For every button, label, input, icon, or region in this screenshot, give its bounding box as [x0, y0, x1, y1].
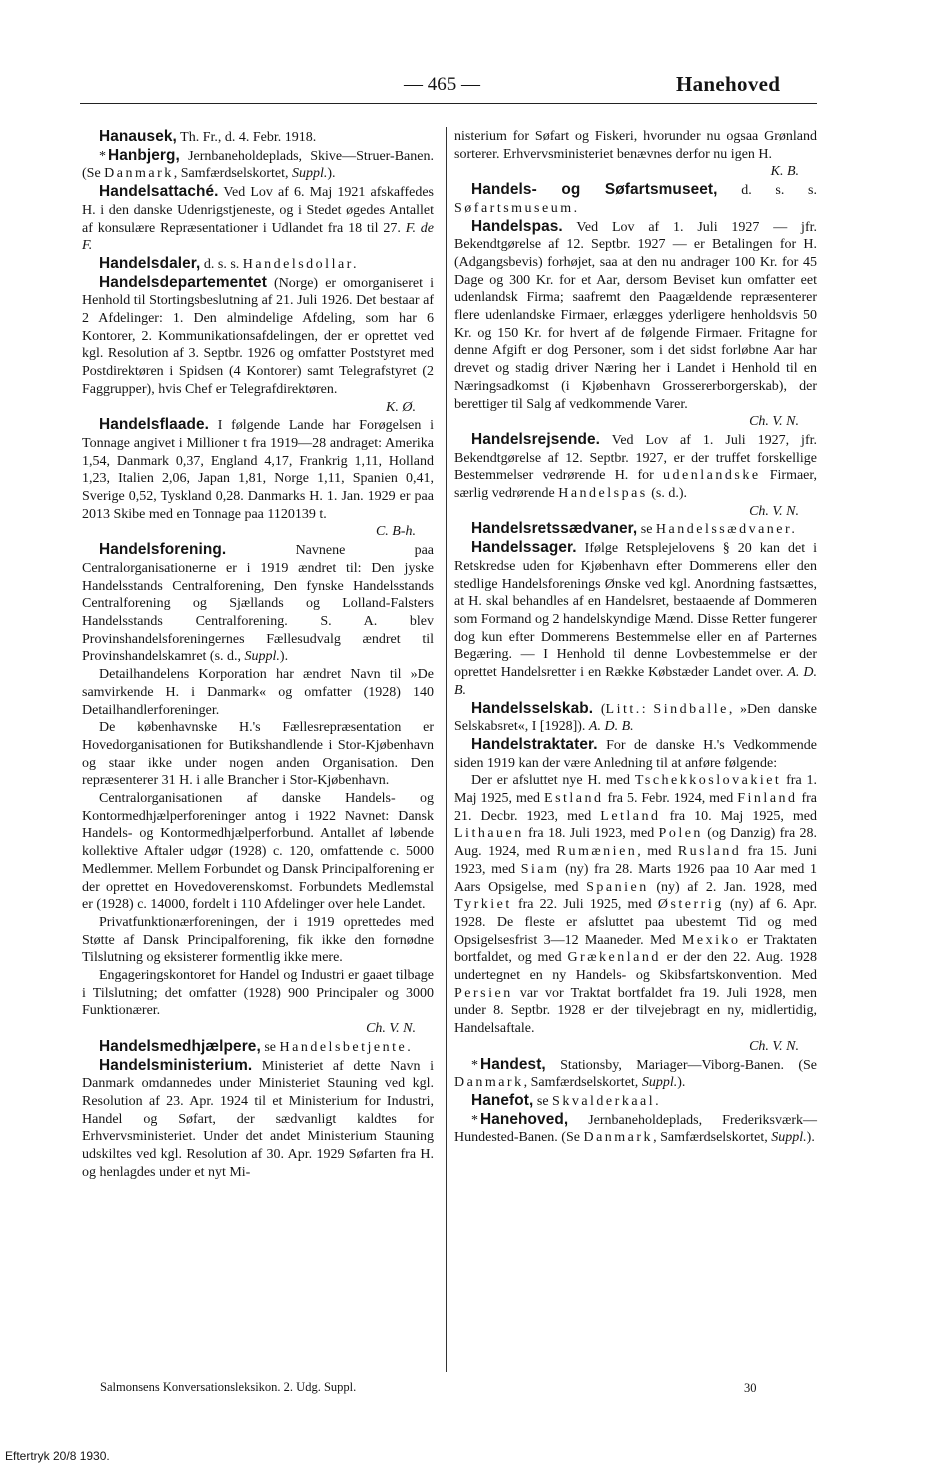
headword: Handelsselskab.: [471, 699, 594, 717]
cross-reference: Handelsbetjente.: [279, 1039, 414, 1055]
cross-reference: Handelspas: [558, 486, 648, 502]
country-name: Polen: [658, 826, 703, 842]
entry-handels-og-soefartsmuseet: Handels- og Søfartsmuseet, d. s. s. Søfartsmuseum.: [454, 181, 817, 216]
headword: Handelsrejsende.: [471, 430, 601, 448]
supplement-mark: *: [99, 148, 106, 164]
country-name: Letland: [600, 808, 661, 824]
treaty-list-text: [454, 773, 817, 1036]
treaty-text: Der er afsluttet nye H. med: [471, 773, 635, 789]
author-signature: Ch. V. N.: [749, 414, 799, 430]
country-name: Finland: [737, 791, 798, 807]
author-signature: A. D. B.: [454, 665, 818, 698]
headword: Hanefot,: [471, 1091, 534, 1109]
footer-source: Salmonsens Konversationsleksikon. 2. Udg. Suppl.: [100, 1380, 357, 1394]
country-name: Tschekkoslovakiet: [634, 773, 782, 789]
headword: Handelsattaché.: [99, 183, 219, 201]
entry-handelsmedhjaelpere: Handelsmedhjælpere, se Handelsbetjente.: [99, 1037, 414, 1055]
entry-handelsdaler: Handelsdaler, d. s. s. Handelsdollar.: [99, 254, 360, 272]
treaty-text: er Traktaten bortfaldet, og med: [454, 932, 817, 966]
treaty-text: fra 22. Juli 1925, med: [511, 897, 658, 913]
headword: Hanausek,: [99, 128, 177, 145]
country-name: Persien: [454, 985, 513, 1001]
headword: Handelsflaade.: [99, 416, 210, 434]
entry-handelsattache: Handelsattaché. Ved Lov af 6. Maj 1921 afskaffedes H. i den danske Udenrigstjeneste, og i Stedet øgedes Antallet af konsulære Repræsentationer i Udlandet fra 18 til 27. F. de F.: [82, 183, 434, 254]
supplement-mark: *: [471, 1112, 478, 1128]
headword: Handelsdepartementet: [99, 273, 267, 291]
author-signature: Ch. V. N.: [749, 503, 799, 519]
paragraph: Privatfunktionærforeningen, der i 1919 oprettedes med Støtte af Dansk Principalforening, fik ikke den fornødne Tilslutning og eksisterer formentlig ikke mere.: [82, 914, 434, 966]
treaty-text: er der den 22. Aug. 1928 undertegnet en ny Handels- og Skibsfartskonvention. Med: [454, 950, 817, 984]
treaty-text: , med: [637, 844, 678, 860]
headword: Handelsdaler,: [99, 254, 201, 272]
treaty-text: fra 18. Juli 1923, med: [523, 826, 659, 842]
paragraph: Centralorganisationen af danske Handels- og Kontormedhjælperforeninger antog i 1922 Navnet: Dansk Handels- og Kontormedhjælperforbund. Antallet af løbende kollektive Aftaler udgør (1928) c. 120, omfattende c. 5000 Medlemmer. Mellem Forbundet og Dansk Principalforening er der oprettet en Hovedoverenskomst. Forbundets Medlemstal er (1928) c. 14000, fordelt i 110 Afdelinger over hele Landet.: [82, 791, 434, 913]
paragraph: [454, 772, 817, 1055]
headword: Handelsretssædvaner,: [471, 520, 638, 538]
author-signature: K. Ø.: [386, 399, 416, 415]
header-rule: [80, 103, 817, 104]
country-name: Østerrig: [657, 897, 724, 913]
running-head: Hanehoved: [676, 72, 781, 96]
country-name: Mexiko: [681, 932, 741, 948]
country-name: Rusland: [677, 844, 742, 860]
entry-hanausek: Hanausek, Th. Fr., d. 4. Febr. 1918.: [99, 128, 317, 145]
treaty-text: (ny) fra 28. Marts 1926 paa 10 Aar med 1 Aars Opsigelse, med: [454, 861, 817, 895]
entry-handelsretssaedvaner: Handelsretssædvaner, se Handelssædvaner.: [471, 520, 798, 538]
headword: Handelsmedhjælpere,: [99, 1037, 261, 1055]
entry-handelsflaade: Handelsflaade. I følgende Lande har Forøgelsen i Tonnage angivet i Millioner t fra 1919—28 andraget: Amerika 1,54, Danmark 0,37, England 4,17, Frankrig 1,11, Holland 1,23, Italien 2,06, Japan 1,81, Norge 1,11, Spanien 0,41, Sverige 0,52, Tyskland 0,28. Danmarks H. 1. Jan. 1929 er paa 2013 Skibe med en Tonnage paa 1120139 t. C. B-h.: [82, 416, 434, 540]
country-name: Spanien: [586, 879, 649, 895]
cross-reference: Danmark: [583, 1130, 654, 1146]
column-divider: [446, 127, 447, 1372]
entry-hanehoved: * Hanehoved, Jernbaneholdeplads, Frederiksværk—Hundested-Banen. (Se Danmark, Samfærdselskortet, Suppl.).: [454, 1110, 817, 1146]
author-signature: F. de F.: [82, 220, 434, 254]
country-name: Tyrkiet: [454, 897, 512, 913]
entry-hanefot: Hanefot, se Skvalderkaal.: [471, 1091, 662, 1109]
entry-handelsforening: Handelsforening. Navnene paa Centralorganisationerne er i 1919 ændret til: Den jyske Handelsstands Centralforening, Den fynske Handelsstands Centralforening og Sjællands og Lolland-Falsters Handelsstands Centralforening. S. A. blev Provinshandelsforeningernes Fællesudvalg ændret til Provinshandelskamret (s. d., Suppl.).: [82, 541, 434, 665]
author-signature: C. B-h.: [375, 524, 416, 540]
cross-reference: Søfartsmuseum.: [454, 200, 580, 216]
cross-reference: Handelsdollar.: [242, 256, 360, 272]
country-name: Estland: [544, 791, 604, 807]
entry-handelsdepartementet: Handelsdepartementet (Norge) er omorganiseret i Henhold til Stortingsbeslutning af 21. Juli 1926. Det bestaar af 2 Afdelinger: 1. Den almindelige Afdeling, som har 6 Kontorer, 2. Kommunikationsafdelingen, der er oprettet ved kgl. Resolution af 3. Septbr. 1926 og omfatter Poststyret med Postdirektøren i Spidsen (4 Kontorer) samt Telegrafstyret (2 Faggrupper), hvis Chef er Telegrafdirektøren. K. Ø.: [82, 273, 434, 415]
country-name: Rumænien: [556, 844, 638, 860]
entry-hanbjerg: * Hanbjerg, Jernbaneholdeplads, Skive—Struer-Banen. (Se Danmark, Samfærdselskortet, Suppl.).: [82, 146, 434, 182]
treaty-text: (ny) af 2. Jan. 1928, med: [648, 879, 817, 895]
treaty-text: (og Danzig) fra 28. Aug. 1924, med: [454, 826, 817, 860]
entry-handelsministerium-continued: nisterium for Søfart og Fiskeri, hvorunder nu ogsaa Grønland sorterer. Erhvervsministeriet benævnes derfor nu igen H. K. B.: [454, 129, 817, 180]
entry-handelstraktater: Handelstraktater. For de danske H.'s Vedkommende siden 1919 kan der være Anledning til at anføre følgende:: [454, 735, 817, 771]
paragraph: Detailhandelens Korporation har ændret Navn til »De samvirkende H. i Danmark« og omfatter (1928) 140 Detailhandlerforeninger.: [82, 667, 434, 718]
imprint-note: Eftertryk 20/8 1930.: [5, 1449, 110, 1463]
treaty-text: (ny) af 6. Apr. 1928. De fleste er afsluttet paa ubestemt Tid og med Opsigelsesfrist 3—12 Maaneder. Med: [454, 897, 817, 948]
headword: Handelsforening.: [99, 541, 227, 559]
treaty-text: fra 10. Maj 1925, med: [660, 808, 818, 824]
left-column: [82, 128, 434, 1181]
country-name: Lithauen: [454, 826, 524, 842]
paragraph: De københavnske H.'s Fællesrepræsentation er Hovedorganisationen for Butikshandlende i Stor-Kjøbenhavn og staar ikke under nogen anden Organisation. Den repræsenterer 31 H. i alle Brancher i Stor-Kjøbenhavn.: [82, 720, 434, 789]
entry-handest: * Handest, Stationsby, Mariager—Viborg-Banen. (Se Danmark, Samfærdselskortet, Suppl.).: [454, 1055, 817, 1091]
headword: Handelsministerium.: [99, 1056, 253, 1074]
author-signature: Ch. V. N.: [366, 1021, 416, 1037]
country-name: Grækenland: [567, 950, 661, 966]
entry-handelsministerium: Handelsministerium. Ministeriet af dette Navn i Danmark omdannedes under Ministeriet Stauning ved kgl. Resolution af 23. Apr. 1924 til et Ministerium for Industri, Handel og Søfart, der sædvanligt kaldtes for Erhvervsministeriet. Under det andet Ministerium Stauning udskiltes ved kgl. Resolution af 30. Apr. 1929 Søfarten fra H. og henlagdes under et nyt Mi-: [82, 1056, 434, 1180]
author-signature: Ch. V. N.: [749, 1038, 799, 1054]
cross-reference: Danmark: [454, 1075, 524, 1091]
paragraph: Engageringskontoret for Handel og Industri er gaaet tilbage i Tilslutning; det omfatter (1928) 900 Principaler og 3000 Funktionærer. Ch. V. N.: [82, 968, 434, 1037]
headword: Hanehoved,: [480, 1110, 569, 1128]
right-column: [454, 128, 817, 1147]
headword: Hanbjerg,: [108, 146, 180, 164]
headword: Handelssager.: [471, 539, 577, 557]
entry-handelssager: Handelssager. Ifølge Retsplejelovens § 20 kan det i Retskredse uden for Kjøbenhavn efter Dommerens eller den stedlige Handelsforenings Ønske ved kgl. Anordning fastsættes, at H. skal behandles af en Handelsret, bestaaende af Dommeren som Formand og 2 handelskyndige Mænd. Disse Retter fungerer dog kun efter Dommerens Bestemmelse eller en af Parternes Begæring. — I Henhold til denne Lovbestemmelse er der oprettet Handelsretter i en Række Købstæder Landet over. A. D. B.: [454, 539, 818, 698]
headword: Handest,: [480, 1055, 546, 1073]
headword: Handelspas.: [471, 217, 563, 235]
footer-signature-number: 30: [744, 1381, 757, 1395]
cross-reference: Handelssædvaner.: [655, 522, 798, 538]
country-name: Siam: [520, 861, 560, 877]
treaty-text: fra 21. Decbr. 1923, med: [454, 791, 818, 824]
treaty-text: fra 15. Juni 1923, med: [454, 844, 817, 877]
entry-handelsselskab: Handelsselskab. (Litt.: Sindballe, »Den danske Selskabsret«, I [1928]). A. D. B.: [454, 699, 818, 735]
treaty-text: var vor Traktat bortfaldet fra 19. Juli 1928, men under 8. Septbr. 1928 er der tilvejebragt en ny, midlertidig, Handelsaftale.: [454, 985, 817, 1037]
author-signature: K. B.: [770, 164, 799, 180]
cross-reference: Skvalderkaal.: [552, 1093, 662, 1109]
entry-handelspas: Handelspas. Ved Lov af 1. Juli 1927 — jfr. Bekendtgørelse af 12. Septbr. 1927 — er Betalingen for H. (Adgangsbevis) forhøjet, saa at den nu andrager 100 Kr. for 45 Dage og 300 Kr. for et Aar, dersom Beviset kun omfatter eet udenlandsk Firma; saafremt den Paagældende repræsenterer flere udenlandske Firmaer, erlægges yderligere henholdsvis 50 Kr. og 150 Kr. for hvert af de følgende Firmaer. Fritagne for denne Afgift er dog Personer, som i det sidst forløbne Aar har drevet og stadig driver Næring her i Landet i Henhold til en Næringsadkomst (i Kjøbenhavn Grossererborgerskab), der berettiger til Salg af vedkommende Varer. Ch. V. N.: [454, 217, 817, 430]
cross-reference: Danmark: [104, 166, 174, 182]
supplement-mark: *: [471, 1057, 478, 1073]
treaty-text: fra 5. Febr. 1924, med: [603, 791, 738, 807]
author-signature: A. D. B.: [588, 719, 634, 735]
entry-handelsrejsende: Handelsrejsende. Ved Lov af 1. Juli 1927, jfr. Bekendtgørelse af 12. Septbr. 1927, er der truffet forskellige Bestemmelser vedrørende H. for udenlandske Firmaer, særlig vedrørende Handelspas (s. d.). Ch. V. N.: [454, 430, 817, 519]
headword: Handelstraktater.: [471, 735, 598, 753]
treaty-text: fra 1. Maj 1925, med: [454, 773, 817, 807]
page-number: — 465 —: [404, 74, 480, 95]
headword: Handels- og Søfartsmuseet,: [471, 181, 718, 199]
